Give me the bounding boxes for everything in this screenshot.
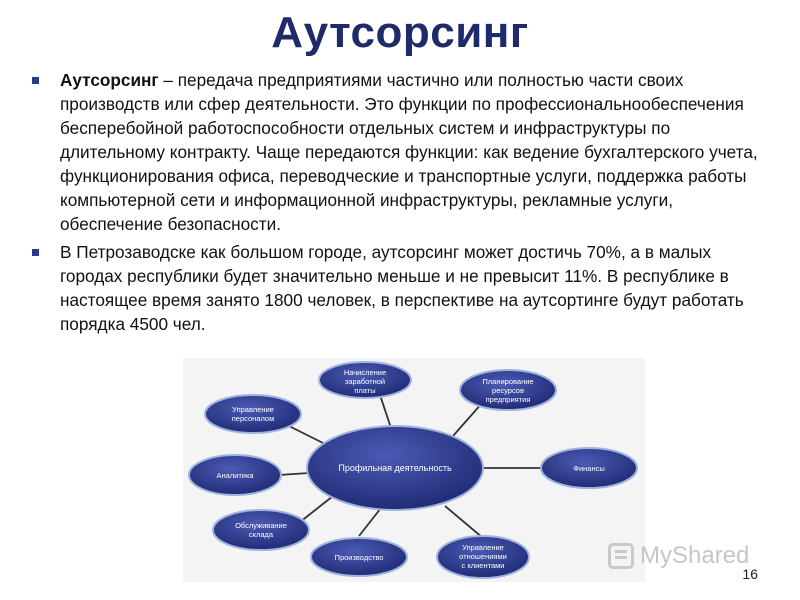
node-finance — [541, 448, 637, 488]
bullet-text: – передача предприятиями частично или полностью части своих производств или сфер деятельности. Это функции по профессиональнообеспечения бесперебойной работоспособности отдельных систем и инфраструктуры по длительному контракту. Чаще передаются функции: как ведение бухгалтерского учета, функционирования офиса, переводческие и транспортные услуги, поддержка работы компьютерной сети и информационной инфраструктуры, рекламные услуги, обеспечение безопасности. — [60, 70, 758, 234]
bullet-item-statistics — [30, 240, 775, 336]
node-clients — [437, 536, 529, 578]
node-label-line: заработной — [344, 377, 386, 386]
node-label-line: предприятия — [485, 395, 531, 404]
bullet-text: В Петрозаводске как большом городе, аутсорсинг может достичь 70%, а в малых городах республики будет значительно меньше и не превысит 11%. В республике в настоящее время занято 1800 человек, в перспективе на аутсортинге будут работать порядка 4500 чел. — [60, 242, 744, 334]
watermark-text: MyShared — [640, 542, 750, 569]
node-planning — [460, 370, 556, 410]
bullet-item-definition — [30, 68, 775, 236]
node-analytics — [189, 455, 281, 495]
node-label-line: склада — [248, 530, 274, 539]
node-label-line: Обслуживание — [235, 521, 287, 530]
page-number: 16 — [742, 566, 758, 582]
myshared-logo-icon — [608, 543, 634, 569]
diagram-svg — [183, 358, 645, 582]
node-label-line: Начисление — [343, 368, 387, 377]
outsourcing-diagram — [183, 358, 645, 582]
bullet-list — [30, 68, 775, 340]
node-label-line: отношениями — [459, 552, 507, 561]
node-label-line: персоналом — [231, 414, 275, 423]
node-hr — [205, 395, 301, 433]
node-label-line: Финансы — [573, 464, 605, 473]
node-label-line: Производство — [334, 553, 384, 562]
node-label-line: Управление — [232, 405, 274, 414]
diagram-center-node — [307, 426, 483, 510]
node-label-line: Планирование — [482, 377, 534, 386]
bullet-square-icon — [32, 77, 39, 84]
slide-title: Аутсорсинг — [271, 8, 529, 57]
center-node-label: Профильная деятельность — [338, 463, 452, 473]
connector-analytics — [279, 473, 309, 475]
node-label-line: платы — [354, 386, 376, 395]
node-production — [311, 538, 407, 576]
node-label-line: Аналитика — [216, 471, 254, 480]
bullet-square-icon — [32, 249, 39, 256]
node-label-line: с клиентами — [461, 561, 505, 570]
connector-planning — [453, 402, 483, 436]
node-warehouse — [213, 510, 309, 550]
connector-production — [359, 508, 381, 536]
node-label-line: Управление — [462, 543, 504, 552]
connector-clients — [445, 506, 483, 538]
node-payroll — [319, 362, 411, 398]
node-label-line: ресурсов — [492, 386, 524, 395]
bullet-lead: Аутсорсинг — [60, 70, 159, 90]
